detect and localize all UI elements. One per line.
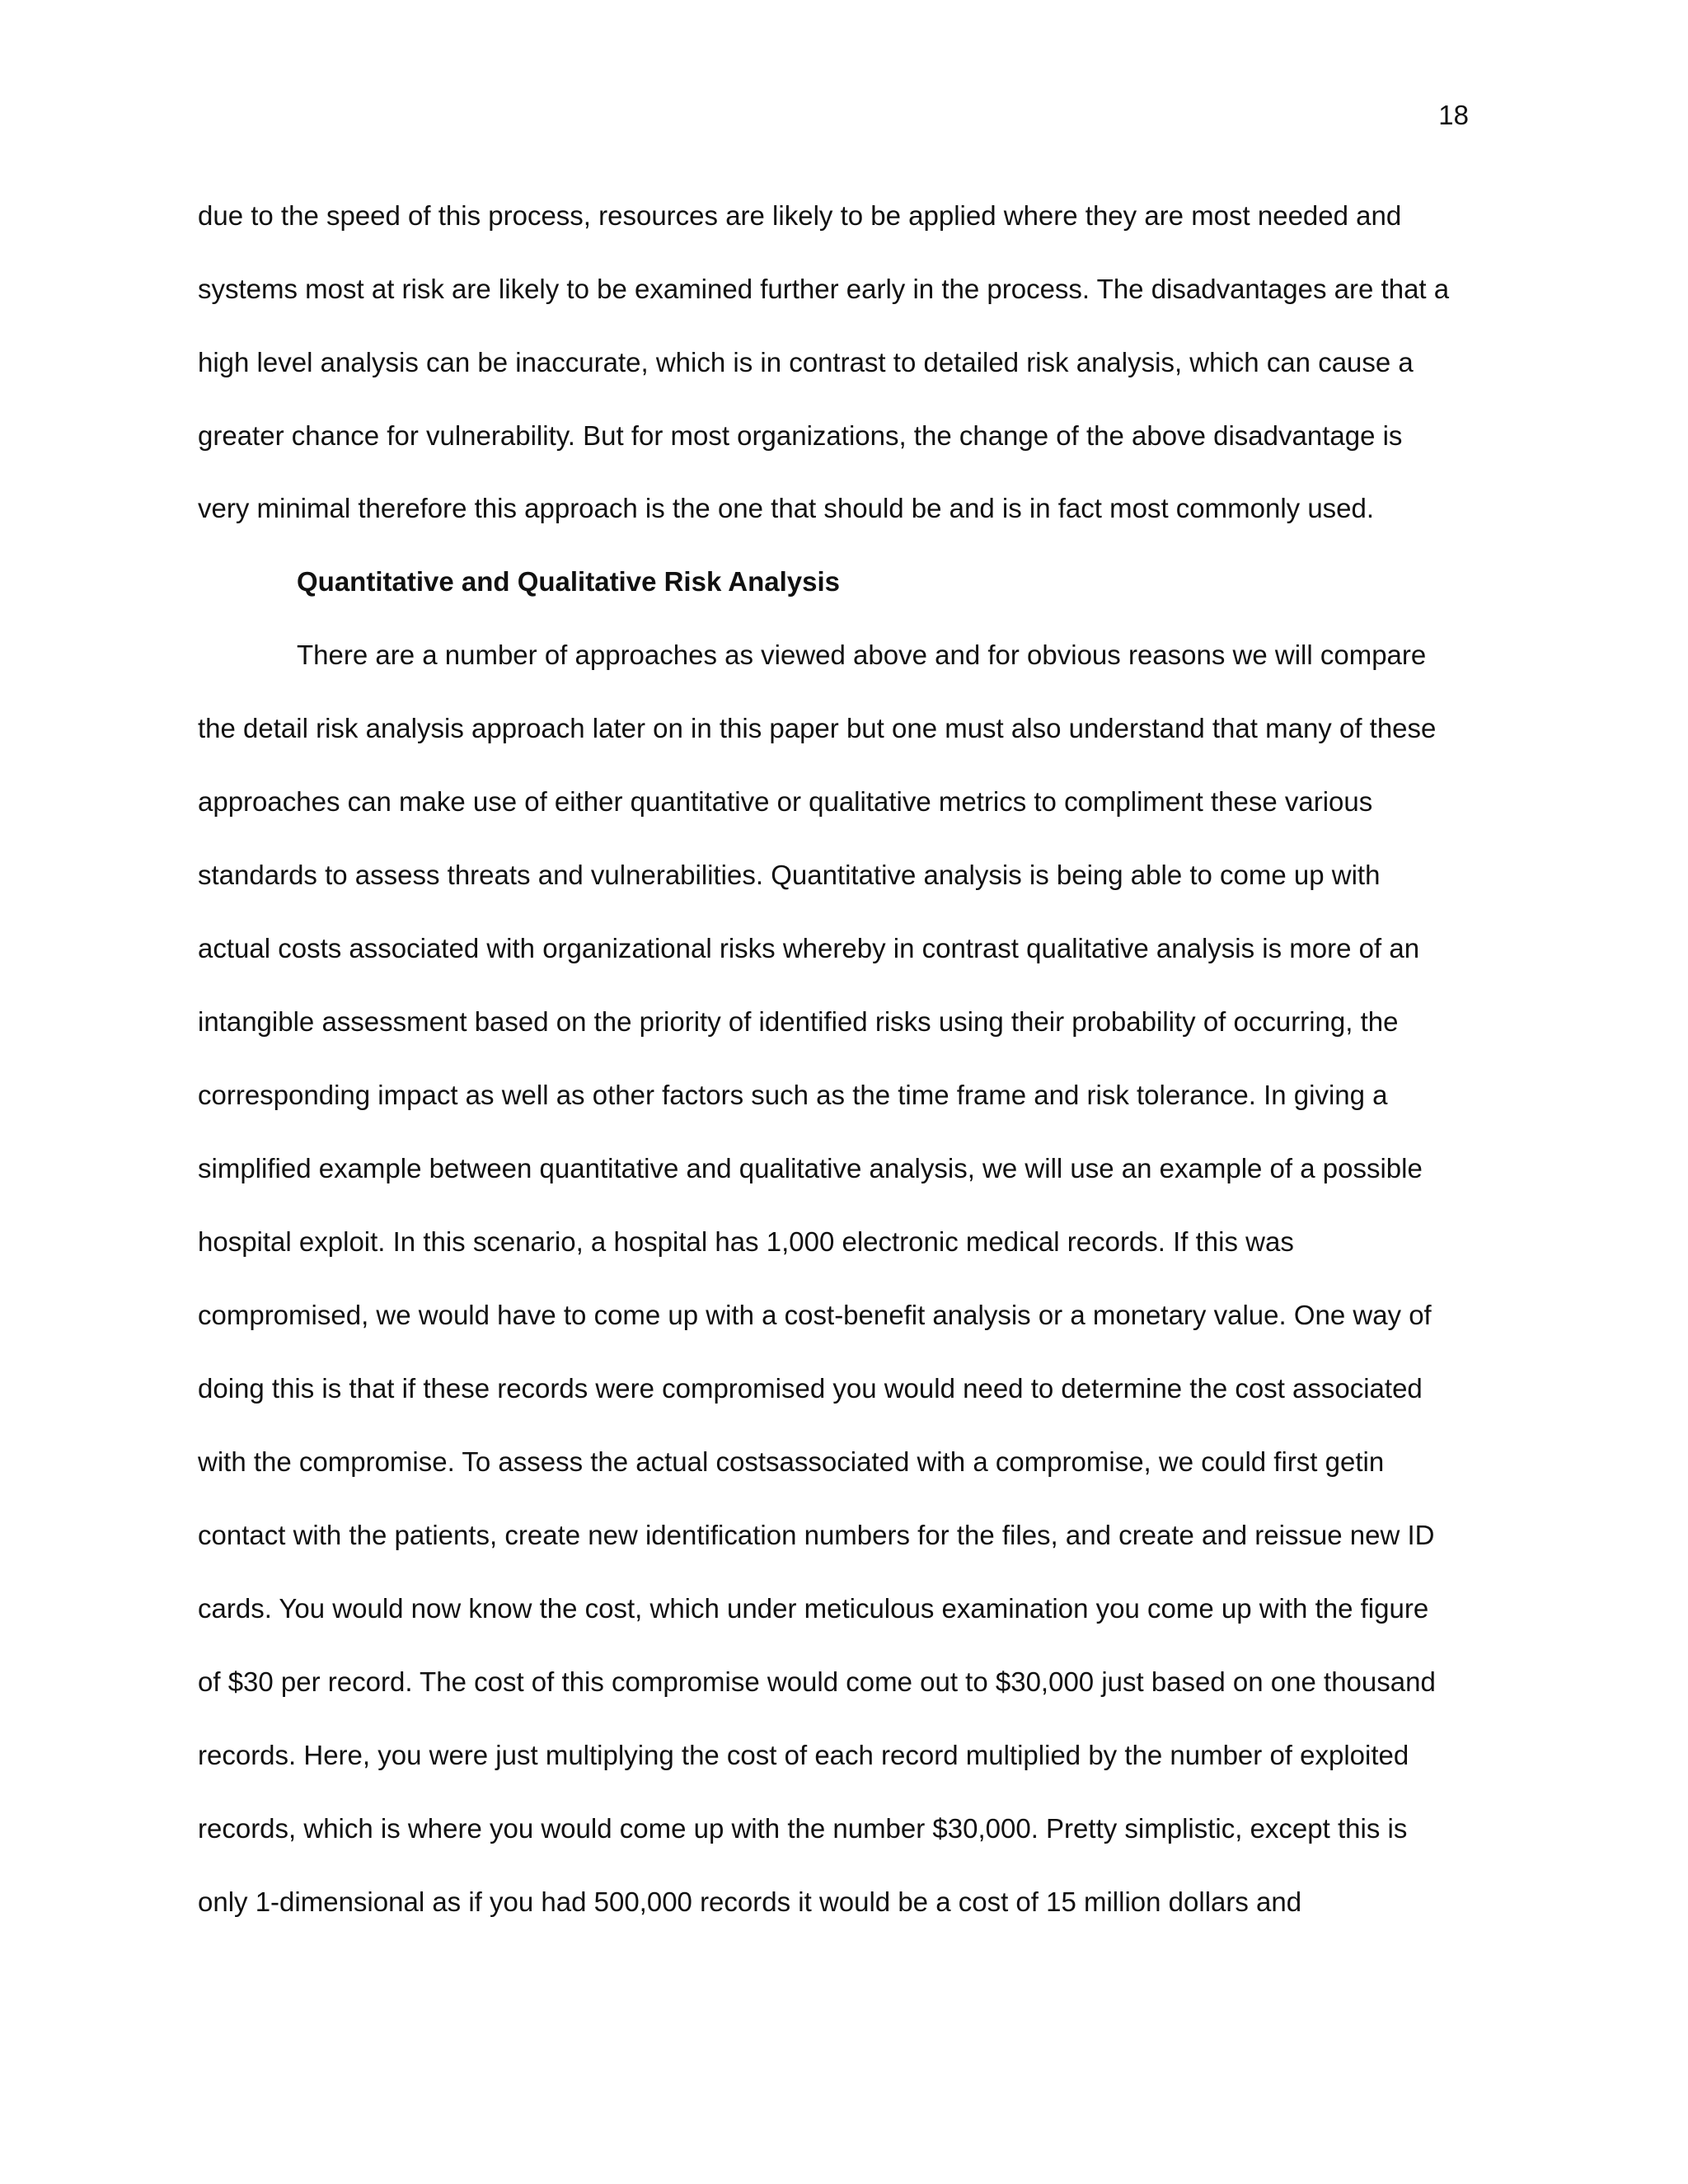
body-line: very minimal therefore this approach is the one that should be and is in fact most commonly used.	[198, 493, 1375, 523]
body-line: compromised, we would have to come up with a cost-benefit analysis or a monetary value. One way of	[198, 1300, 1432, 1330]
body-line: with the compromise. To assess the actual costsassociated with a compromise, we could first getin	[198, 1446, 1385, 1477]
page-number: 18	[1438, 100, 1469, 130]
body-line: approaches can make use of either quantitative or qualitative metrics to compliment these various	[198, 786, 1373, 817]
body-line: simplified example between quantitative and qualitative analysis, we will use an example of a possible	[198, 1153, 1423, 1183]
body-line: only 1-dimensional as if you had 500,000 records it would be a cost of 15 million dollars and	[198, 1886, 1302, 1917]
body-line: hospital exploit. In this scenario, a hospital has 1,000 electronic medical records. If this was	[198, 1226, 1294, 1257]
body-line: actual costs associated with organizational risks whereby in contrast qualitative analysis is more of an	[198, 933, 1420, 963]
body-line: cards. You would now know the cost, which under meticulous examination you come up with the figure	[198, 1593, 1429, 1624]
section-heading: Quantitative and Qualitative Risk Analysis	[297, 566, 840, 597]
body-line: the detail risk analysis approach later on in this paper but one must also understand that many of these	[198, 713, 1437, 743]
body-line: records, which is where you would come up with the number $30,000. Pretty simplistic, except this is	[198, 1813, 1408, 1844]
body-line: doing this is that if these records were compromised you would need to determine the cost associated	[198, 1373, 1423, 1404]
body-line: There are a number of approaches as viewed above and for obvious reasons we will compare	[297, 640, 1427, 670]
body-line: due to the speed of this process, resources are likely to be applied where they are most needed and	[198, 200, 1402, 231]
body-line: of $30 per record. The cost of this compromise would come out to $30,000 just based on one thousand	[198, 1666, 1436, 1697]
body-line: high level analysis can be inaccurate, which is in contrast to detailed risk analysis, which can cause a	[198, 347, 1414, 377]
body-line: greater chance for vulnerability. But for most organizations, the change of the above disadvantage is	[198, 420, 1403, 451]
body-line: records. Here, you were just multiplying the cost of each record multiplied by the number of exploited	[198, 1740, 1409, 1770]
body-line: corresponding impact as well as other factors such as the time frame and risk tolerance. In giving a	[198, 1080, 1388, 1110]
body-line: systems most at risk are likely to be examined further early in the process. The disadvantages are that a	[198, 274, 1450, 304]
body-line: intangible assessment based on the priority of identified risks using their probability of occurring, the	[198, 1006, 1399, 1037]
body-line: standards to assess threats and vulnerabilities. Quantitative analysis is being able to come up with	[198, 860, 1381, 890]
body-line: contact with the patients, create new identification numbers for the files, and create and reissue new ID	[198, 1520, 1435, 1550]
